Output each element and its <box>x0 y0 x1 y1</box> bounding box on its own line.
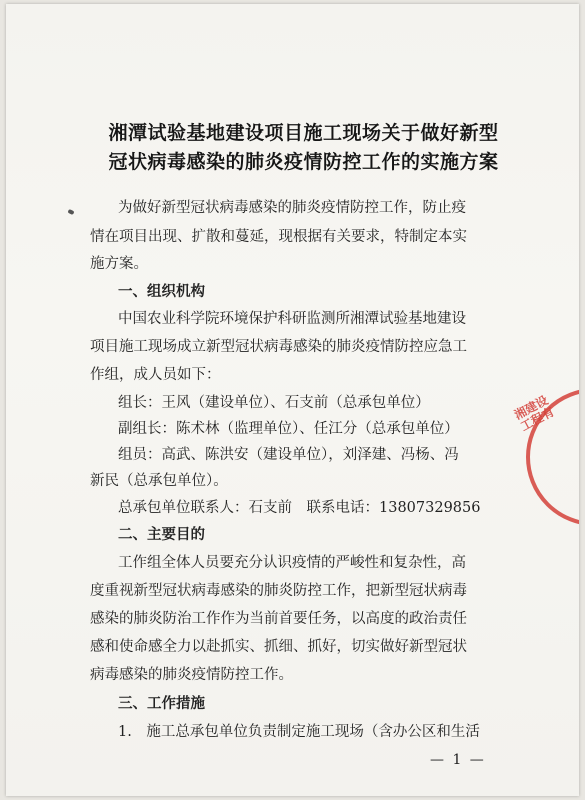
section-2-line-3: 感染的肺炎防治工作作为当前首要任务，以高度的政治责任 <box>90 611 467 627</box>
group-leader-line: 组长：王风（建设单位）、石支前（总承包单位） <box>118 395 430 411</box>
group-deputy-line: 副组长：陈术林（监理单位）、任江分（总承包单位） <box>118 421 459 437</box>
intro-line-2: 情在项目出现、扩散和蔓延，现根据有关要求，特制定本实 <box>90 229 467 245</box>
intro-line-1: 为做好新型冠状病毒感染的肺炎疫情防控工作，防止疫 <box>118 200 466 216</box>
contact-line: 总承包单位联系人：石支前 联系电话：13807329856 <box>118 500 481 516</box>
section-2-heading: 二、主要目的 <box>118 527 205 543</box>
group-members-line-2: 新民（总承包单位）。 <box>90 473 228 489</box>
section-3-line-1: 1. 施工总承包单位负责制定施工现场（含办公区和生活 <box>118 724 480 740</box>
intro-line-3: 施方案。 <box>90 256 148 272</box>
section-1-heading: 一、组织机构 <box>118 284 205 300</box>
section-3-heading: 三、工作措施 <box>118 696 205 712</box>
section-1-line-3: 作组，成人员如下： <box>90 367 221 383</box>
section-2-line-1: 工作组全体人员要充分认识疫情的严峻性和复杂性，高 <box>118 555 466 571</box>
document-title-line-2: 冠状病毒感染的肺炎疫情防控工作的实施方案 <box>108 151 499 173</box>
section-1-line-2: 项目施工现场成立新型冠状病毒感染的肺炎疫情防控应急工 <box>90 339 467 355</box>
section-2-line-4: 感和使命感全力以赴抓实、抓细、抓好，切实做好新型冠状 <box>90 639 467 655</box>
scan-speck <box>67 209 74 215</box>
document-page <box>6 4 579 796</box>
group-members-line-1: 组员：高武、陈洪安（建设单位），刘泽建、冯杨、冯 <box>118 447 459 463</box>
official-seal-text: 湘建设工程有 <box>512 393 557 434</box>
section-2-line-5: 病毒感染的肺炎疫情防控工作。 <box>90 667 293 683</box>
document-title-line-1: 湘潭试验基地建设项目施工现场关于做好新型 <box>108 122 499 144</box>
page-number: — 1 — <box>430 752 486 768</box>
section-2-line-2: 度重视新型冠状病毒感染的肺炎防控工作，把新型冠状病毒 <box>90 583 467 599</box>
section-1-line-1: 中国农业科学院环境保护科研监测所湘潭试验基地建设 <box>118 311 466 327</box>
